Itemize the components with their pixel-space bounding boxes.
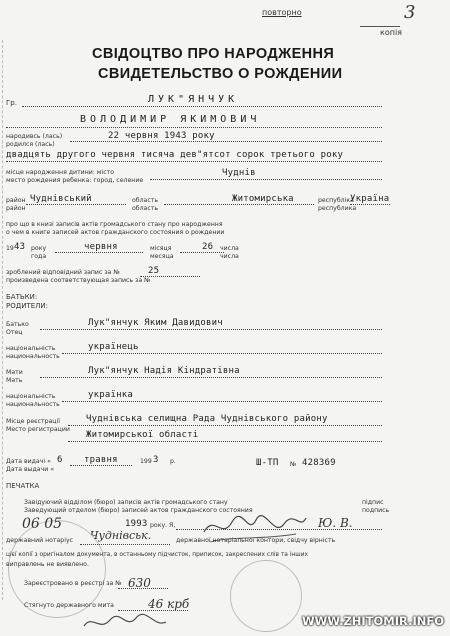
republic-label-ru: республика [318, 205, 357, 212]
mother-nat-label-ua: національність [6, 393, 56, 400]
republic-label-ua: республіка [318, 197, 354, 204]
header-underline [360, 26, 400, 27]
record-year-value: 43 [14, 242, 26, 252]
mother-name-value: Лук"янчук Надія Кіндратівна [88, 366, 240, 376]
place-label-ru: место рождения ребенка: город, селение [6, 177, 144, 184]
notary-office-text: державної нотаріальної контори, свідчу вірність [176, 537, 336, 544]
mother-label-ua: Мати [6, 369, 23, 376]
birth-date-line [70, 141, 382, 142]
given-names-value: ВОЛОДИМИР ЯКИМОВИЧ [80, 114, 261, 125]
notary-text-line3: цієї копії з оригіналом документа, в останньому підчисток, приписок, закреслених слів та інших [6, 552, 308, 558]
registration-label-ru: Место регистрации [6, 426, 70, 433]
issue-number-value: 428369 [302, 458, 336, 468]
father-label-ru: Отец [6, 329, 23, 336]
pechatka-label: ПЕЧАТКА [6, 482, 40, 490]
father-line [40, 329, 382, 330]
povtorno-label: повторно [262, 8, 302, 17]
record-year-label-ru: года [31, 253, 47, 260]
raion-label-ua: район [6, 197, 26, 204]
entry-line [140, 276, 200, 277]
signature-label-ru: подпись [362, 507, 390, 514]
raion-label-ru: район [6, 205, 26, 212]
record-month-label-ua: місяця [150, 245, 172, 252]
born-label-ru: родился (лась) [6, 141, 55, 148]
record-year-label-ua: року [31, 245, 47, 252]
kopiia-label: копія [380, 28, 402, 37]
registration-line1-rule [68, 425, 382, 426]
record-line1-ru: о чем в книге записей актов гражданского состояния о рождении [6, 229, 225, 236]
lower-signature-scribble [80, 612, 170, 634]
father-nat-value: українець [88, 342, 139, 352]
birth-words-line [6, 161, 382, 162]
record-day-value: 26 [202, 242, 214, 252]
town-value: Чуднів [222, 168, 256, 178]
notary-date-hand: 06 05 [22, 516, 63, 532]
birth-date-value: 22 червня 1943 року [108, 131, 215, 141]
record-day-line [180, 252, 224, 253]
issue-year-value: 3 [153, 455, 159, 465]
head-label-ua: Завідуючий відділом (бюро) записів актів громадського стану [24, 499, 228, 506]
record-year-prefix: 19 [6, 245, 14, 252]
father-nat-label-ru: национальность [6, 353, 60, 360]
notary-initials-hand: Ю. В. [318, 516, 353, 530]
names-line [6, 127, 382, 128]
fee-label: Стягнуто державного мита [24, 602, 114, 609]
surname-value: ЛУК"ЯНЧУК [148, 94, 239, 105]
mother-label-ru: Мать [6, 377, 23, 384]
mother-line [40, 377, 382, 378]
mother-nat-value: українка [88, 390, 133, 400]
town-line [150, 179, 382, 180]
entry-label-ru: произведена соответствующая запись за № [6, 277, 151, 284]
record-month-line [55, 252, 143, 253]
binding-holes [2, 40, 17, 600]
raion-value: Чуднівський [30, 194, 92, 204]
record-line1-ua: про що в книзі записів актів громадського стану про народження [6, 221, 223, 228]
notary-office-line [80, 544, 170, 545]
father-name-value: Лук"янчук Яким Давидович [88, 318, 223, 328]
record-day-label-ru: числа [220, 253, 239, 260]
issue-year-prefix: 199 [140, 458, 152, 465]
notary-year: 1993 [125, 519, 148, 529]
issue-number-prefix: № [290, 461, 297, 468]
entry-number-value: 25 [148, 266, 160, 276]
parents-heading-ua: БАТЬКИ: [6, 293, 38, 301]
oblast-line [164, 204, 314, 205]
mother-nat-line [62, 401, 382, 402]
notary-text-line4: виправлень не виявлено. [6, 561, 89, 568]
signature-label-ua: підпис [362, 499, 384, 506]
title-ua: СВІДОЦТВО ПРО НАРОДЖЕННЯ [92, 46, 335, 62]
born-label-ua: народивсь (лась) [6, 133, 63, 140]
republic-value: Україна [350, 194, 390, 204]
notary-label: державний нотаріус [6, 537, 74, 544]
oblast-label-ru: область [132, 205, 159, 212]
issue-day-value: 6 [57, 455, 63, 465]
record-month-label-ru: месяца [150, 253, 174, 260]
registration-line2: Житомирської області [86, 430, 199, 440]
registration-label-ua: Місце реєстрації [6, 418, 60, 425]
record-month-value: червня [84, 242, 118, 252]
parents-heading-ru: РОДИТЕЛИ: [6, 302, 48, 310]
fee-line [118, 610, 188, 611]
place-label-ua: місце народження дитини: місто [6, 169, 114, 176]
oblast-value: Житомирська [232, 194, 294, 204]
site-watermark: WWW.ZHITOMIR.INFO [301, 614, 444, 628]
notary-year-suffix: року. Я, [150, 522, 176, 529]
surname-line [22, 106, 382, 107]
notary-office-hand: Чуднівськ. [90, 529, 152, 542]
issue-year-suffix: р. [170, 458, 176, 465]
issue-month-line [70, 465, 132, 466]
birth-date-words: двадцять другого червня тисяча дев"ятсот сорок третього року [6, 150, 344, 160]
round-seal-right [230, 560, 302, 632]
republic-line [350, 204, 390, 205]
register-label: Зареєстровано в реєстрі за № [24, 580, 122, 587]
register-number-hand: 630 [128, 576, 151, 590]
issue-date-label-ru: Дата выдачи « [6, 466, 55, 473]
issue-date-label-ua: Дата видачі « [6, 458, 51, 465]
mother-nat-label-ru: национальность [6, 401, 60, 408]
registration-line1: Чуднівська селищна Рада Чуднівського району [86, 414, 328, 424]
father-nat-label-ua: національність [6, 345, 56, 352]
registration-line2-rule [68, 441, 382, 442]
oblast-label-ua: область [132, 197, 159, 204]
entry-label-ua: зроблений відповідний запис за № [6, 269, 120, 276]
title-ru: СВИДЕТЕЛЬСТВО О РОЖДЕНИИ [98, 66, 343, 82]
corner-number: 3 [404, 2, 416, 23]
head-label-ru: Заведующий отделом (бюро) записей актов гражданского состояния [24, 507, 253, 514]
record-day-label-ua: числа [220, 245, 239, 252]
issue-month-value: травня [84, 455, 118, 465]
register-line [118, 588, 168, 589]
raion-line [26, 204, 126, 205]
label-gr: Гр. [6, 99, 17, 107]
father-label-ua: Батько [6, 321, 29, 328]
fee-value-hand: 46 крб [148, 597, 190, 611]
issue-series: Ш-ТП [256, 458, 279, 468]
father-nat-line [62, 353, 382, 354]
